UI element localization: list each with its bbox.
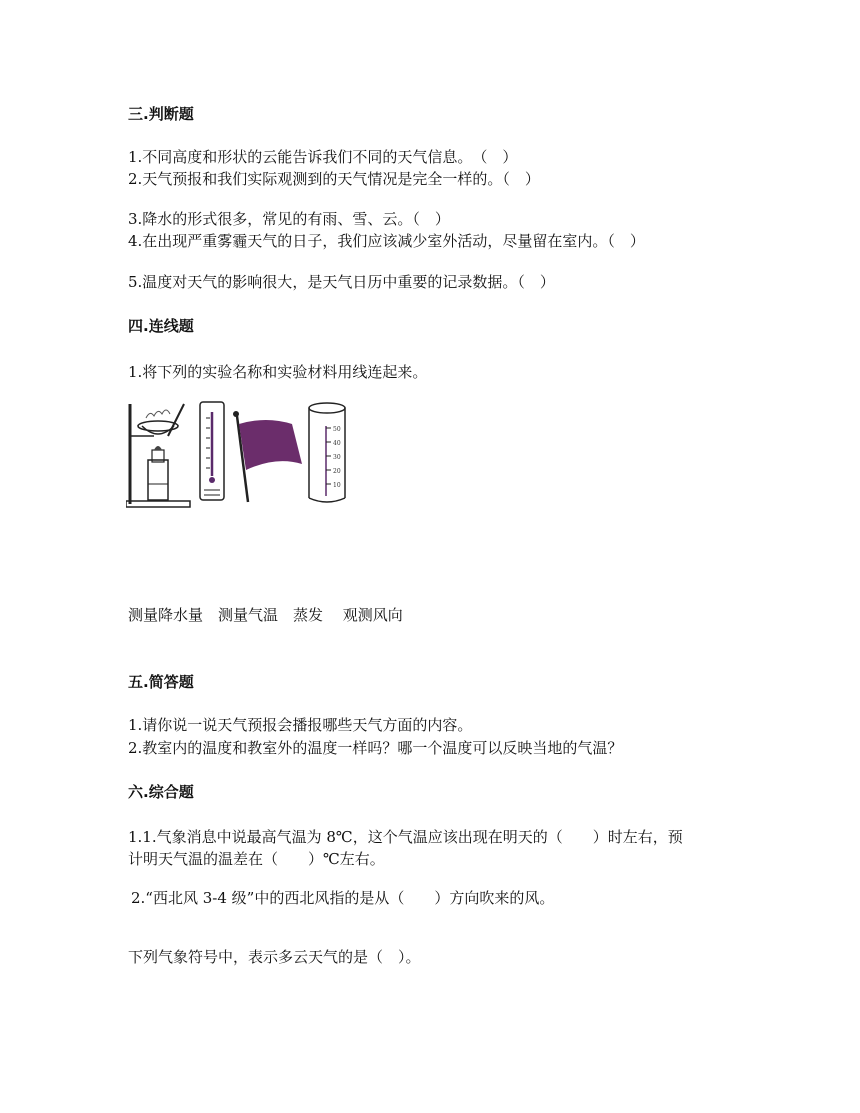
- svg-text:30: 30: [333, 454, 341, 461]
- section-4-heading: 四.连线题: [128, 317, 194, 335]
- wind-flag-icon: [233, 411, 302, 502]
- judgement-item-5: 5.温度对天气的影响很大，是天气日历中重要的记录数据。（ ）: [128, 273, 555, 291]
- section-3-heading: 三.判断题: [128, 105, 194, 123]
- judgement-item-3: 3.降水的形式很多，常见的有雨、雪、云。（ ）: [128, 210, 450, 228]
- evaporation-apparatus-icon: [126, 404, 190, 507]
- comprehensive-q2: 2.“西北风 3-4 级”中的西北风指的是从（ ）方向吹来的风。: [131, 889, 555, 907]
- section-6-heading: 六.综合题: [128, 783, 194, 801]
- experiment-figures: [126, 398, 356, 510]
- svg-text:20: 20: [333, 468, 341, 475]
- short-answer-1: 1.请你说一说天气预报会播报哪些天气方面的内容。: [128, 716, 473, 734]
- matching-question-1: 1.将下列的实验名称和实验材料用线连起来。: [128, 363, 428, 381]
- comprehensive-q3: 下列气象符号中，表示多云天气的是（ ）。: [128, 948, 421, 966]
- judgement-item-1: 1.不同高度和形状的云能告诉我们不同的天气信息。 （ ）: [128, 148, 518, 166]
- short-answer-2: 2.教室内的温度和教室外的温度一样吗？哪一个温度可以反映当地的气温？: [128, 739, 623, 757]
- thermometer-icon: [200, 402, 224, 500]
- svg-text:40: 40: [333, 440, 341, 447]
- section-5-heading: 五.简答题: [128, 673, 194, 691]
- comprehensive-q1-line2: 计明天气温的温差在（ ）℃左右。: [128, 850, 385, 868]
- comprehensive-q1-line1: 1.1.气象消息中说最高气温为 8℃，这个气温应该出现在明天的（ ）时左右，预: [128, 828, 683, 846]
- svg-text:50: 50: [333, 426, 341, 433]
- judgement-item-4: 4.在出现严重雾霾天气的日子，我们应该减少室外活动，尽量留在室内。（ ）: [128, 232, 645, 250]
- svg-text:10: 10: [333, 482, 341, 489]
- rain-gauge-icon: [309, 403, 345, 502]
- judgement-item-2: 2.天气预报和我们实际观测到的天气情况是完全一样的。（ ）: [128, 170, 540, 188]
- experiment-names: 测量降水量 测量气温 蒸发 观测风向: [128, 606, 403, 624]
